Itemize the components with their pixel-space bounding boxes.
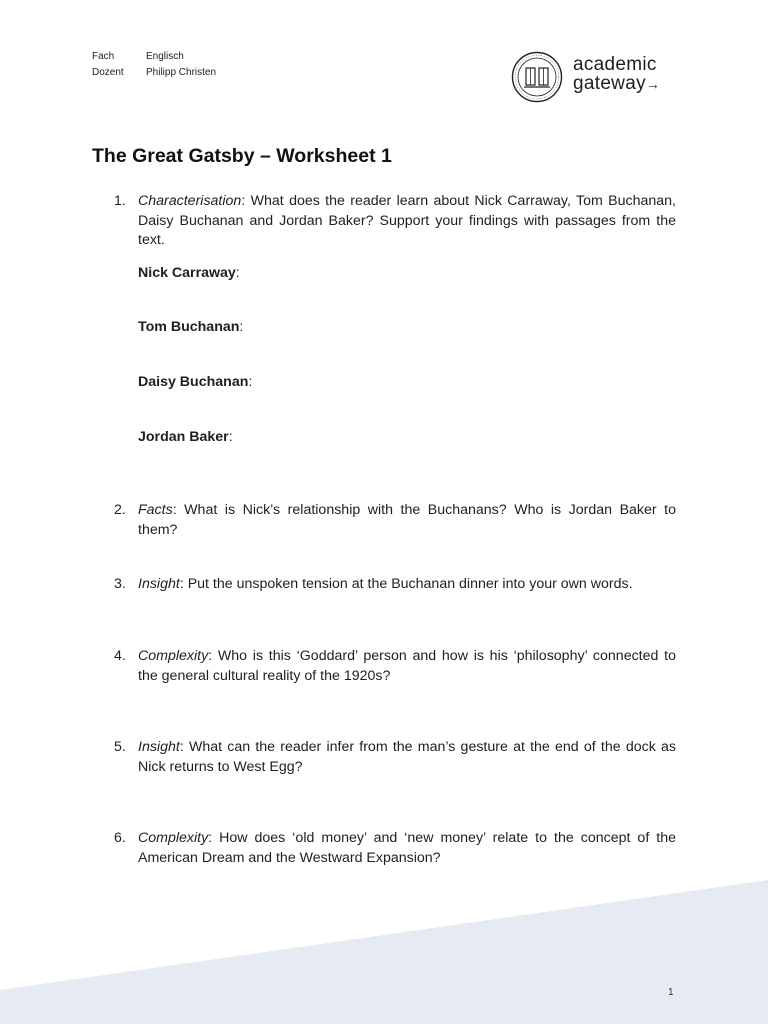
academic-gateway-seal-icon — [511, 51, 563, 103]
question-1 — [114, 192, 676, 251]
character-jordan — [138, 428, 233, 448]
question-body: : Put the unspoken tension at the Buchanan dinner into your own words. — [179, 576, 633, 592]
question-body: : What can the reader infer from the man’s gesture at the end of the dock as Nick returns to West Egg? — [138, 739, 676, 775]
dozent-label: Dozent — [92, 67, 124, 78]
character-colon: : — [248, 374, 253, 390]
question-text — [138, 192, 676, 251]
question-number: 5. — [114, 739, 126, 755]
logo-word-gateway: gateway — [573, 73, 646, 94]
question-text — [138, 647, 676, 686]
character-name: Daisy Buchanan — [138, 374, 249, 390]
question-body: : Who is this ‘Goddard’ person and how is his ‘philosophy’ connected to the general cultural reality of the 1920s? — [138, 648, 676, 684]
fach-value: Englisch — [146, 51, 184, 62]
question-text — [138, 501, 676, 540]
question-tag: Complexity — [138, 830, 209, 846]
academic-gateway-logo — [511, 50, 681, 104]
question-number: 2. — [114, 502, 126, 518]
question-body: : What does the reader learn about Nick Carraway, Tom Buchanan, Daisy Buchanan and Jordan Baker? Support your findings with passages from the text. — [138, 193, 676, 248]
character-tom — [138, 318, 243, 338]
character-daisy — [138, 373, 252, 393]
question-body: : What is Nick’s relationship with the Buchanans? Who is Jordan Baker to them? — [138, 502, 676, 538]
logo-line-gateway — [573, 74, 660, 94]
character-name: Nick Carraway — [138, 265, 236, 281]
character-colon: : — [235, 265, 240, 281]
question-2 — [114, 501, 676, 540]
footer-decorative-band — [0, 880, 768, 1024]
logo-wordmark — [573, 55, 660, 94]
question-3 — [114, 575, 676, 595]
document-meta — [92, 49, 216, 81]
character-colon: : — [239, 319, 244, 335]
question-number: 6. — [114, 830, 126, 846]
question-tag: Insight — [138, 576, 180, 592]
question-tag: Facts — [138, 502, 173, 518]
character-colon: : — [228, 429, 233, 445]
question-text — [138, 575, 676, 595]
logo-line-academic: academic — [573, 54, 657, 75]
dozent-value: Philipp Christen — [146, 67, 217, 78]
meta-row-dozent — [92, 65, 216, 81]
question-5 — [114, 738, 676, 777]
arrow-right-icon: → — [645, 76, 661, 92]
question-number: 1. — [114, 193, 126, 209]
question-tag: Complexity — [138, 648, 209, 664]
question-number: 4. — [114, 648, 126, 664]
meta-row-fach — [92, 49, 216, 65]
character-name: Tom Buchanan — [138, 319, 240, 335]
question-4 — [114, 647, 676, 686]
question-body: : How does ‘old money’ and ‘new money’ relate to the concept of the American Dream and the Westward Expansion? — [138, 830, 676, 866]
question-text — [138, 738, 676, 777]
question-text — [138, 829, 676, 868]
page-number: 1 — [668, 987, 674, 998]
character-nick — [138, 264, 240, 284]
question-tag: Characterisation — [138, 193, 242, 209]
character-name: Jordan Baker — [138, 429, 229, 445]
question-tag: Insight — [138, 739, 180, 755]
question-6 — [114, 829, 676, 868]
fach-label: Fach — [92, 51, 115, 62]
question-number: 3. — [114, 576, 126, 592]
page-title: The Great Gatsby – Worksheet 1 — [92, 145, 392, 167]
